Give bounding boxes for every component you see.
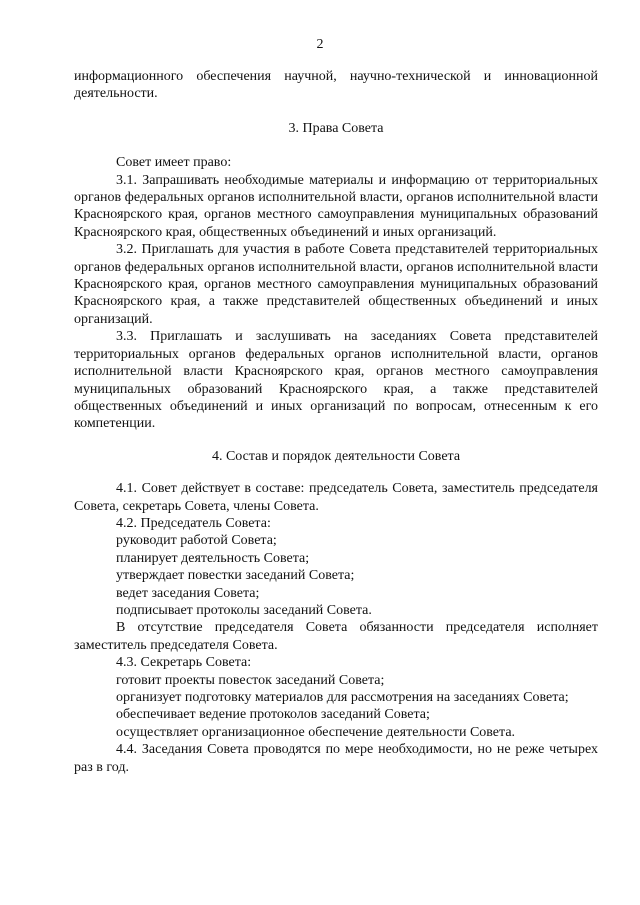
chair-absence-paragraph: В отсутствие председателя Совета обязанности председателя исполняет заместитель председателя Совета. — [74, 620, 598, 653]
item-4-2-title: 4.2. Председатель Совета: — [116, 515, 271, 531]
chair-duty: планирует деятельность Совета; — [116, 550, 310, 566]
chair-duty: руководит работой Совета; — [116, 533, 277, 549]
page-number: 2 — [316, 37, 324, 52]
intro-paragraph: информационного обеспечения научной, научно-технической и инновационной деятельности. — [74, 69, 598, 102]
chair-duty: утверждает повестки заседаний Совета; — [116, 568, 355, 584]
item-3-1: 3.1. Запрашивать необходимые материалы и информацию от территориальных органов федеральных органов исполнительной власти, органов исполнительной власти Красноярского края, органов местного самоуправления муниципальных образований Красноярского края, общественных объединений и иных организаций. — [74, 172, 598, 240]
item-3-2: 3.2. Приглашать для участия в работе Совета представителей территориальных органов федеральных органов исполнительной власти, органов исполнительной власти Красноярского края, органов местного самоуправления муниципальных образований Красноярского края, а также представителей общественных объединений и иных организаций. — [74, 242, 598, 327]
item-3-3: 3.3. Приглашать и заслушивать на заседаниях Совета представителей территориальных органов федеральных органов исполнительной власти, органов исполнительной власти Красноярского края, органов местного самоуправления муниципальных образований Красноярского края, а также представителей общественных объединений и иных организаций по вопросам, отнесенным к его компетенции. — [74, 329, 598, 432]
secretary-duty: организует подготовку материалов для рассмотрения на заседаниях Совета; — [116, 690, 569, 705]
chair-duty: ведет заседания Совета; — [116, 585, 260, 601]
item-4-1: 4.1. Совет действует в составе: председатель Совета, заместитель председателя Совета, секретарь Совета, члены Совета. — [74, 481, 598, 514]
secretary-duty: осуществляет организационное обеспечение деятельности Совета. — [116, 724, 516, 740]
section-4-heading: 4. Состав и порядок деятельности Совета — [211, 448, 461, 464]
item-4-4: 4.4. Заседания Совета проводятся по мере необходимости, но не реже четырех раз в год. — [74, 742, 598, 775]
secretary-duty: готовит проекты повесток заседаний Совета; — [116, 672, 385, 688]
item-4-3-title: 4.3. Секретарь Совета: — [116, 655, 252, 671]
section-3-heading: 3. Права Совета — [288, 120, 384, 136]
document-body — [74, 68, 598, 776]
chair-duty: подписывает протоколы заседаний Совета. — [116, 602, 372, 618]
section-3-lead: Совет имеет право: — [116, 155, 232, 171]
secretary-duty: обеспечивает ведение протоколов заседаний Совета; — [116, 707, 430, 723]
